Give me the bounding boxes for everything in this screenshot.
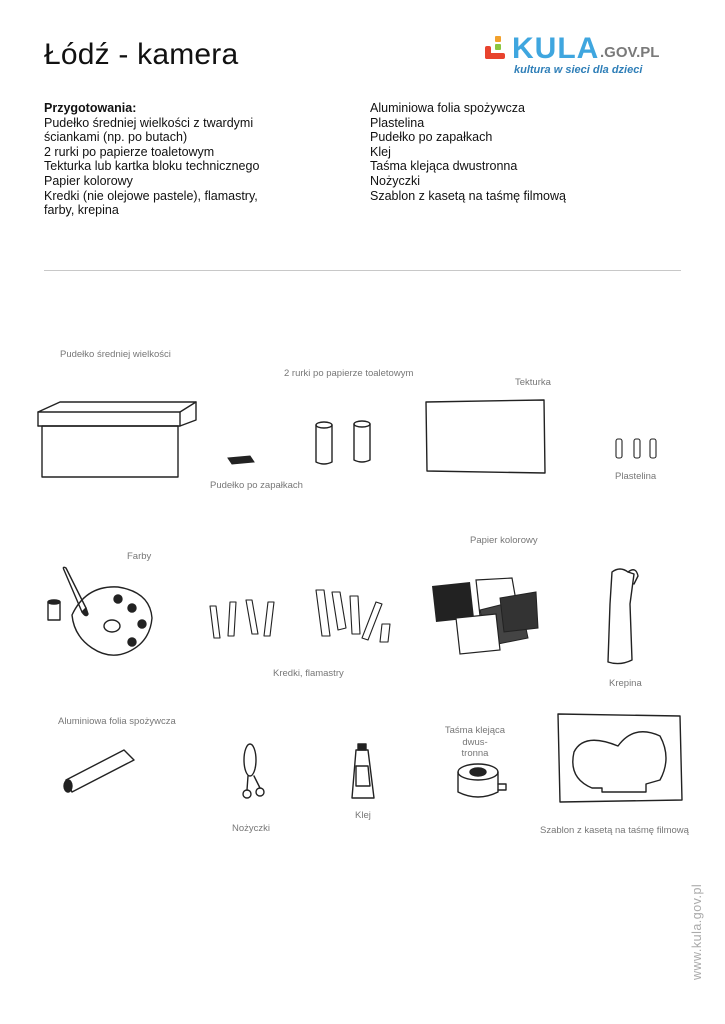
label-tape-line: tronna (461, 748, 489, 759)
material-line: Plastelina (370, 115, 425, 130)
glue-tube-icon (352, 744, 374, 798)
label-rolls: 2 rurki po papierze toaletowym (284, 368, 414, 379)
page-title: Łódź - kamera (44, 38, 239, 71)
divider (44, 270, 681, 271)
cassette-template-icon (558, 714, 682, 802)
label-crepe: Krepina (609, 678, 642, 689)
crepe-paper-icon (608, 569, 638, 664)
material-line: Klej (370, 144, 391, 159)
kula-logo[interactable] (484, 30, 684, 86)
label-template: Szablon z kasetą na taśmę filmową (540, 825, 689, 836)
label-cardboard: Tekturka (515, 377, 551, 388)
material-line: 2 rurki po papierze toaletowym (44, 144, 215, 159)
material-line: Papier kolorowy (44, 173, 133, 188)
logo-tagline: kultura w sieci dla dzieci (514, 64, 643, 76)
label-scissors: Nożyczki (232, 823, 271, 834)
toilet-rolls-icon (316, 421, 370, 464)
logo-brand: KULA (512, 32, 600, 65)
label-colored-paper: Papier kolorowy (470, 535, 538, 546)
logo-domain: .GOV.PL (600, 44, 660, 61)
crayons-icon (210, 590, 390, 642)
plasticine-icon (616, 439, 656, 458)
double-sided-tape-icon (458, 764, 506, 797)
cardboard-icon (426, 400, 545, 473)
site-url[interactable]: www.kula.gov.pl (690, 883, 704, 980)
materials-list-right (370, 101, 630, 203)
label-paints: Farby (127, 551, 152, 562)
material-line: Pudełko średniej wielkości z twardymi (44, 115, 254, 130)
label-box: Pudełko średniej wielkości (60, 349, 171, 360)
material-line: Szablon z kasetą na taśmę filmową (370, 188, 566, 203)
label-crayons: Kredki, flamastry (273, 668, 344, 679)
material-line: Pudełko po zapałkach (370, 130, 493, 145)
foil-roll-icon (64, 750, 134, 792)
label-matchbox: Pudełko po zapałkach (210, 480, 303, 491)
material-line: Kredki (nie olejowe pastele), flamastry, (44, 188, 258, 203)
label-plasticine: Plastelina (615, 471, 657, 482)
kula-mark-icon (484, 34, 508, 62)
materials-heading: Przygotowania: (44, 101, 137, 115)
label-glue: Klej (355, 810, 371, 821)
matchbox-icon (228, 456, 254, 464)
material-line: Taśma klejąca dwustronna (370, 159, 518, 174)
shoe-box-icon (38, 402, 196, 477)
scissors-icon (243, 744, 264, 798)
label-tape-line: Taśma klejąca dwus- (444, 725, 506, 748)
material-line: Tekturka lub kartka bloku technicznego (44, 159, 260, 174)
material-line: Nożyczki (370, 173, 421, 188)
material-line: ściankami (np. po butach) (44, 130, 188, 145)
materials-illustrations (0, 380, 725, 850)
paint-palette-icon (48, 567, 152, 655)
materials-list-left (44, 101, 274, 218)
material-line: farby, krepina (44, 203, 119, 218)
colored-paper-icon (432, 578, 538, 654)
material-line: Aluminiowa folia spożywcza (370, 101, 525, 115)
label-foil: Aluminiowa folia spożywcza (58, 716, 176, 727)
